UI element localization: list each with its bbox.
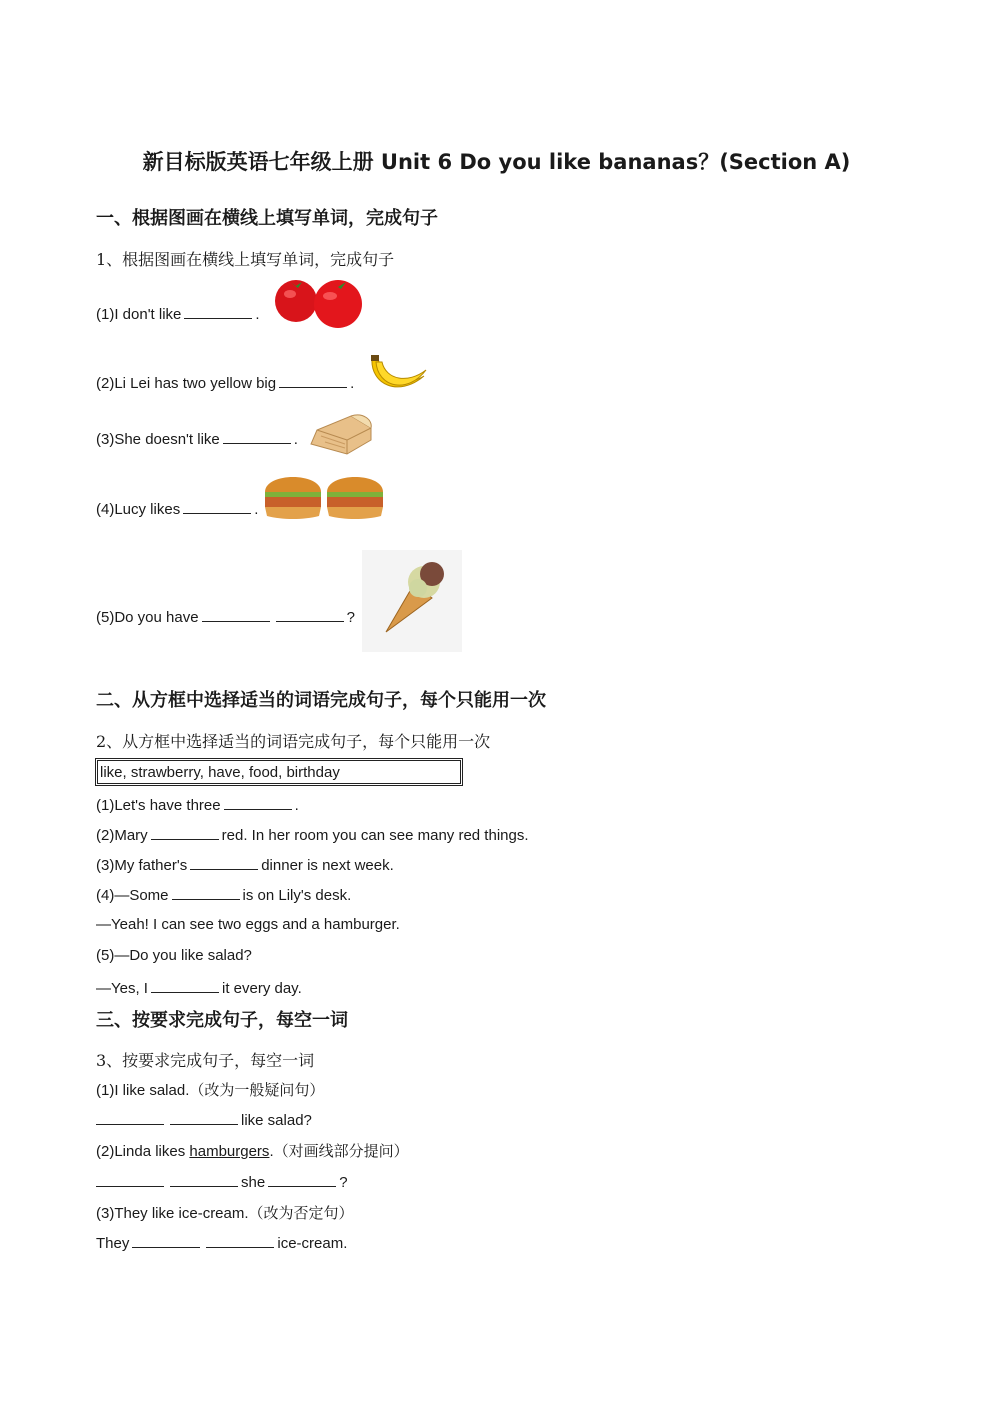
fill-line-4	[96, 885, 351, 904]
answer-blank[interactable]	[223, 429, 291, 444]
bread-picture	[307, 410, 375, 458]
answer-blank[interactable]	[170, 1172, 238, 1187]
fill-line-6: (5)—Do you like salad?	[96, 947, 252, 964]
line-text: —Yes, I	[96, 980, 148, 997]
answer-blank[interactable]	[184, 304, 252, 319]
question-3-label: 3、按要求完成句子，每空一词	[96, 1051, 315, 1070]
line-text: (4)—Some	[96, 887, 169, 904]
item-text: (1)I don't like	[96, 306, 182, 323]
answer-blank[interactable]	[279, 373, 347, 388]
fill-line-1	[96, 795, 299, 814]
question-1-label: 1、根据图画在横线上填写单词，完成句子	[96, 250, 395, 269]
question-punct: .	[269, 1143, 274, 1160]
line-text: (3)My father's	[96, 857, 188, 874]
item-punct: .	[255, 306, 260, 323]
word-box: like, strawberry, have, food, birthday	[95, 758, 463, 786]
hamburgers-picture	[263, 468, 387, 522]
instruction-hint: （改为一般疑问句）	[189, 1081, 325, 1099]
fill-line-7	[96, 978, 302, 997]
line-text: (2)Mary	[96, 827, 148, 844]
question-text: (2)Linda likes	[96, 1143, 186, 1160]
section-2-heading: 二、从方框中选择适当的词语完成句子，每个只能用一次	[96, 690, 546, 711]
answer-blank[interactable]	[96, 1110, 164, 1125]
picture-item-3	[96, 429, 298, 448]
answer-text: she	[241, 1174, 266, 1191]
rewrite-a2	[96, 1172, 348, 1191]
picture-item-2	[96, 373, 354, 392]
answer-blank[interactable]	[190, 855, 258, 870]
item-punct: .	[254, 501, 259, 518]
picture-item-5	[96, 607, 355, 626]
answer-blank[interactable]	[96, 1172, 164, 1187]
item-text: (5)Do you have	[96, 609, 199, 626]
answer-blank[interactable]	[183, 499, 251, 514]
answer-blank[interactable]	[276, 607, 344, 622]
answer-text: ice-cream.	[277, 1235, 348, 1252]
rewrite-q3	[96, 1202, 354, 1223]
section-3-heading: 三、按要求完成句子，每空一词	[96, 1010, 348, 1031]
rewrite-q2	[96, 1140, 409, 1161]
page-title: 新目标版英语七年级上册 Unit 6 Do you like bananas？(Section A)	[142, 150, 851, 174]
tomatoes-picture	[272, 276, 366, 328]
question-2-label: 2、从方框中选择适当的词语完成句子，每个只能用一次	[96, 732, 491, 751]
item-text: (4)Lucy likes	[96, 501, 181, 518]
instruction-hint: （改为否定句）	[248, 1204, 354, 1222]
rewrite-q1	[96, 1079, 324, 1100]
picture-item-4	[96, 499, 258, 518]
answer-blank[interactable]	[172, 885, 240, 900]
answer-punct: ?	[339, 1174, 348, 1191]
line-text: red. In her room you can see many red things.	[221, 827, 529, 844]
answer-blank[interactable]	[151, 978, 219, 993]
line-text: is on Lily's desk.	[242, 887, 352, 904]
picture-item-1	[96, 304, 260, 323]
answer-blank[interactable]	[132, 1233, 200, 1248]
answer-text: They	[96, 1235, 130, 1252]
ice-cream-picture	[362, 550, 462, 652]
underlined-word: hamburgers	[189, 1143, 270, 1160]
rewrite-a1	[96, 1110, 312, 1129]
item-punct: .	[350, 375, 355, 392]
answer-blank[interactable]	[202, 607, 270, 622]
answer-blank[interactable]	[206, 1233, 274, 1248]
question-text: (3)They like ice-cream.	[96, 1205, 249, 1222]
answer-blank[interactable]	[170, 1110, 238, 1125]
answer-text: like salad?	[241, 1112, 312, 1129]
fill-line-3	[96, 855, 394, 874]
answer-blank[interactable]	[224, 795, 292, 810]
question-text: (1)I like salad.	[96, 1082, 190, 1099]
rewrite-a3	[96, 1233, 347, 1252]
line-text: (1)Let's have three	[96, 797, 221, 814]
line-text: .	[294, 797, 299, 814]
line-text: dinner is next week.	[261, 857, 394, 874]
item-text: (3)She doesn't like	[96, 431, 220, 448]
item-punct: ?	[346, 609, 355, 626]
answer-blank[interactable]	[268, 1172, 336, 1187]
bananas-picture	[368, 354, 428, 398]
line-text: it every day.	[221, 980, 302, 997]
section-1-heading: 一、根据图画在横线上填写单词，完成句子	[96, 208, 438, 229]
instruction-hint: （对画线部分提问）	[273, 1142, 409, 1160]
answer-blank[interactable]	[151, 825, 219, 840]
fill-line-2	[96, 825, 529, 844]
item-text: (2)Li Lei has two yellow big	[96, 375, 277, 392]
item-punct: .	[293, 431, 298, 448]
fill-line-5: —Yeah! I can see two eggs and a hamburger.	[96, 916, 400, 933]
